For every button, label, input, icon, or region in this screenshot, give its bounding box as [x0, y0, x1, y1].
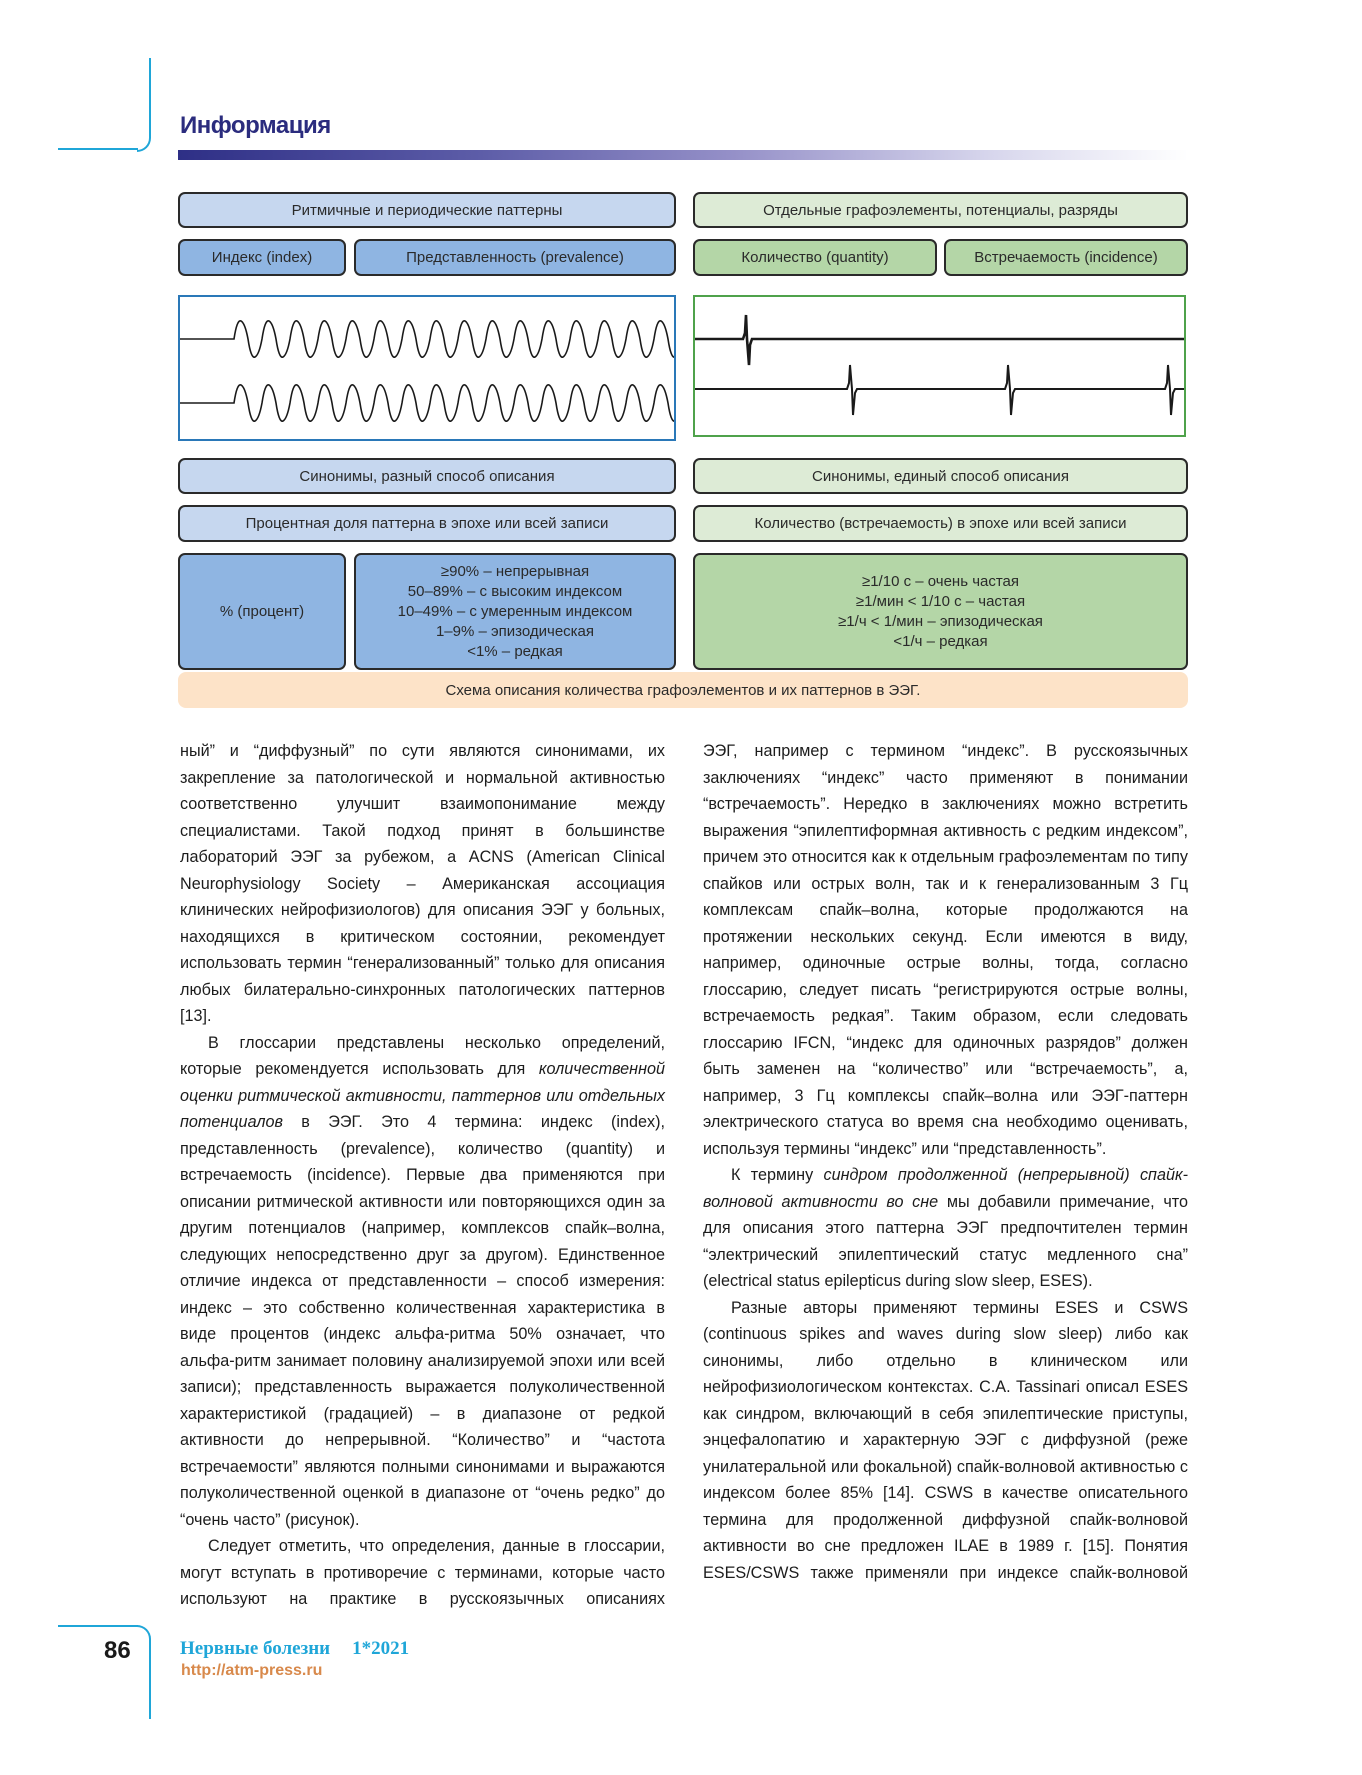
unit-percent: % (процент) — [178, 553, 346, 670]
journal-issue: 1*2021 — [352, 1638, 410, 1659]
paragraph: В глоссарии представлены несколько определений, которые рекомендуется использовать для количественной оценки ритмической активности, паттернов или отдельных потенциалов в ЭЭГ. Это 4 термина: индекс (index), представленность (prevalence), количество (quantity) и встречаемость (incidence). Первые два применяются при описании ритмической активности или повторяющихся один за другим потенциалов (например, комплексов спайк–волна, следующих непосредственно друг за другом). Единственное отличие индекса от представленности – способ измерения: индекс – это собственно количественная характеристика в виде процентов (индекс альфа-ритма 50% означает, что альфа-ритм занимает половину анализируемой эпохи или всей записи); представленность выражается полуколичественной характеристикой (градацией) – в диапазоне от редкой активности до непрерывной. “Количество” и “частота встречаемости” являются полными синонимами и выражаются полуколичественной оценкой в диапазоне от “очень редко” до “очень часто” (рисунок). — [180, 1033, 665, 1529]
eeg-discrete-spikes-diagram — [693, 295, 1186, 437]
incidence-grades — [693, 553, 1188, 670]
figure-caption: Схема описания количества графоэлементов и их паттернов в ЭЭГ. — [178, 672, 1188, 708]
page-number: 86 — [104, 1637, 131, 1664]
rhythmic-wave-illustration — [180, 297, 674, 439]
paragraph: К термину синдром продолженной (непрерывной) спайк-волновой активности во сне мы добавили примечание, что для описания этого паттерна ЭЭГ предпочтителен термин “электрический эпилептический статус медленного сна” (electrical status epilepticus during slow sleep, ESES). — [703, 1166, 1188, 1290]
category-discrete-elements: Отдельные графоэлементы, потенциалы, разряды — [693, 192, 1188, 228]
body-column-right — [703, 738, 1188, 1586]
prevalence-grades — [354, 553, 676, 670]
grade-item: ≥90% – непрерывная — [440, 562, 590, 580]
paragraph: ный” и “диффузный” по сути являются синонимами, их закрепление за патологической и нормальной активностью соответственно улучшит взаимопонимание между специалистами. Такой подход принят в большинстве лабораторий ЭЭГ за рубежом, а ACNS (American Clinical Neurophysiology Society – Американская ассоциация клинических нейрофизиологов) для описания ЭЭГ у больных, находящихся в критическом состоянии, рекомендует использовать термин “генерализованный” только для описания любых билатерально-синхронных патологических паттернов [13]. — [180, 742, 665, 1025]
grade-item: ≥1/мин < 1/10 с – частая — [855, 592, 1026, 610]
term-incidence: Встречаемость (incidence) — [944, 239, 1188, 276]
publisher-url[interactable]: http://atm-press.ru — [181, 1662, 323, 1679]
grade-item: <1/ч – редкая — [893, 632, 988, 650]
spike-discharge-illustration — [695, 297, 1184, 435]
body-column-left — [180, 738, 665, 1613]
header-accent-corner — [137, 58, 151, 152]
term-index: Индекс (index) — [178, 239, 346, 276]
category-rhythmic-patterns: Ритмичные и периодические паттерны — [178, 192, 676, 228]
term-prevalence: Представленность (prevalence) — [354, 239, 676, 276]
measure-quantity: Количество (встречаемость) в эпохе или всей записи — [693, 505, 1188, 542]
emphasis: синдром продолженной (непрерывной) спайк-волновой активности во сне — [703, 1166, 1188, 1211]
grade-item: <1% – редкая — [467, 642, 563, 660]
journal-name — [180, 1638, 409, 1660]
synonyms-same-note: Синонимы, единый способ описания — [693, 458, 1188, 494]
grade-item: 1–9% – эпизодическая — [435, 622, 595, 640]
footer-accent-corner — [137, 1625, 151, 1719]
eeg-rhythmic-pattern-diagram — [178, 295, 676, 441]
journal-title: Нервные болезни — [180, 1638, 331, 1659]
section-title: Информация — [180, 112, 331, 139]
grade-item: 50–89% – с высоким индексом — [407, 582, 623, 600]
header-accent-line — [58, 148, 138, 150]
title-gradient-bar — [178, 150, 1188, 160]
paragraph: Следует отметить, что определения, данные в глоссарии, могут вступать в противоречие с терминами, которые часто используют на практике в русскоязычных описаниях — [180, 1537, 665, 1608]
paragraph: Разные авторы применяют термины ESES и CSWS (continuous spikes and waves during slow sleep) либо как синонимы, либо отдельно в клиническом или нейрофизиологическом контекстах. C.A. Tassinari описал ESES как синдром, включающий в себя эпилептические приступы, энцефалопатию и характерную ЭЭГ с диффузной (реже унилатеральной или фокальной) спайк-волновой активностью с индексом более 85% [14]. CSWS в качестве описательного термина для продолженной диффузной спайк-волновой активности во сне предложен ILAE в 1989 г. [15]. Понятия ESES/CSWS также применяли при индексе спайк-волновой — [703, 1298, 1188, 1582]
grade-item: ≥1/10 с – очень частая — [861, 572, 1020, 590]
grade-item: 10–49% – с умеренным индексом — [397, 602, 633, 620]
paragraph: ЭЭГ, например с термином “индекс”. В русскоязычных заключениях “индекс” часто применяют в понимании “встречаемость”. Нередко в заключениях можно встретить выражения “эпилептиформная активность с редким индексом”, причем это относится как к отдельным графоэлементам по типу спайков или острых волн, так и к генерализованным 3 Гц комплексам спайк–волна, которые продолжаются на протяжении нескольких секунд. Если имеются в виду, например, одиночные острые волны, тогда, согласно глоссарию, следует писать “регистрируются острые волны, встречаемость редкая”. Таким образом, если следовать глоссарию IFCN, “индекс для одиночных разрядов” должен быть заменен на “количество” или “встречаемость”, а, например, 3 Гц комплексы спайк–волна или ЭЭГ-паттерн электрического статуса во время сна необходимо оценивать, используя термины “индекс” или “представленность”. — [703, 742, 1188, 1158]
footer-accent-line — [58, 1625, 138, 1627]
grade-item: ≥1/ч < 1/мин – эпизодическая — [838, 612, 1043, 630]
measure-percentage: Процентная доля паттерна в эпохе или всей записи — [178, 505, 676, 542]
term-quantity: Количество (quantity) — [693, 239, 937, 276]
emphasis: количественной оценки ритмической активности, паттернов или отдельных потенциалов — [180, 1060, 665, 1131]
synonyms-different-note: Синонимы, разный способ описания — [178, 458, 676, 494]
